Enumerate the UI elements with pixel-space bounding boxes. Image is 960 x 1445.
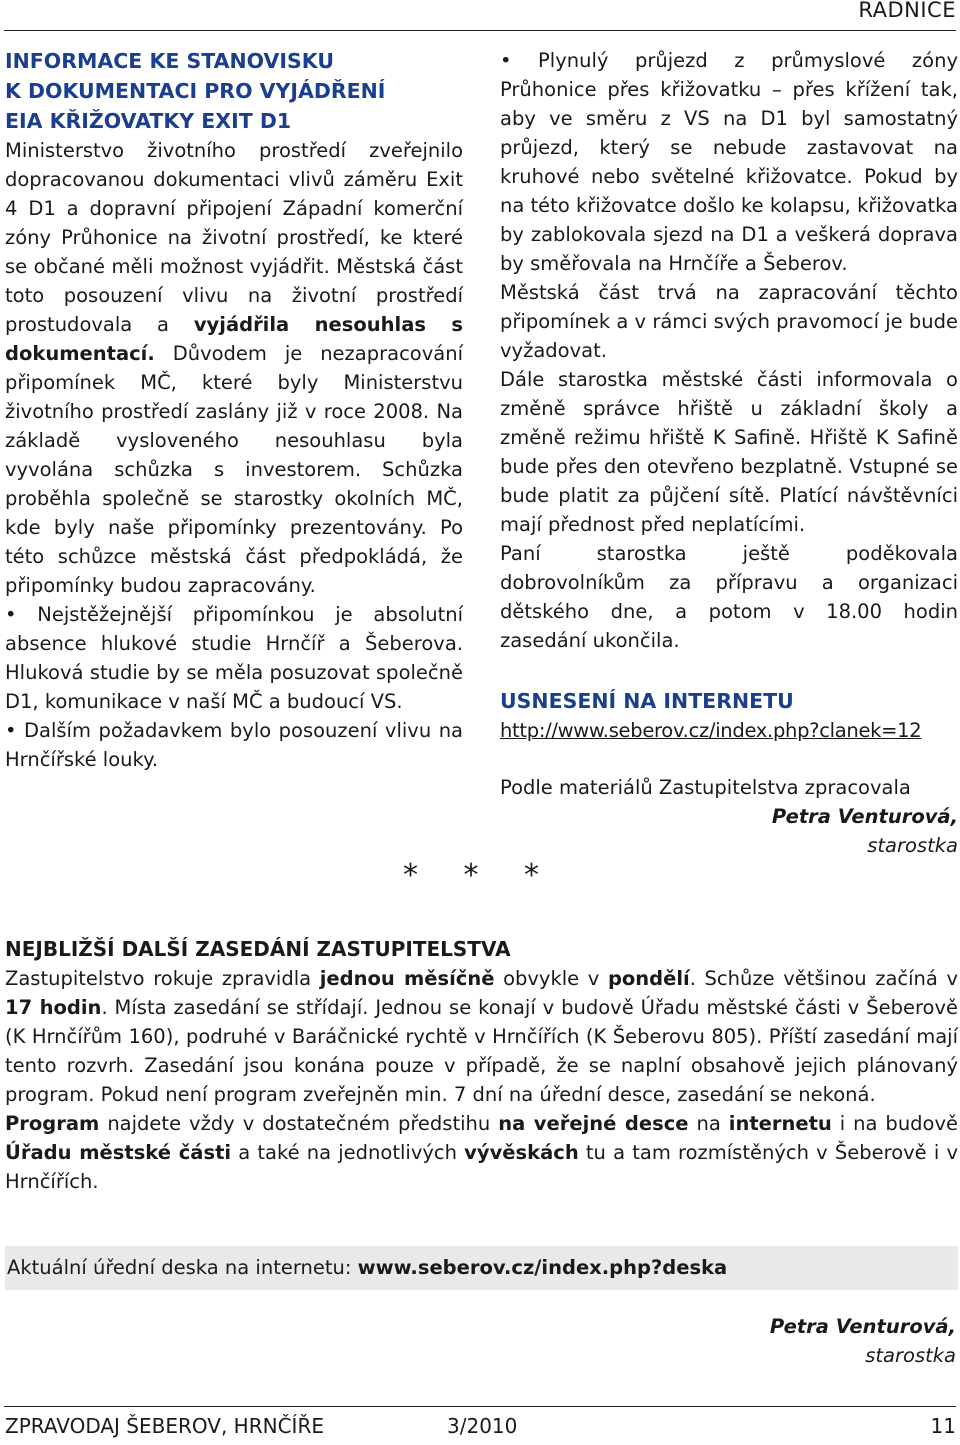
article-heading-line: EIA KŘIŽOVATKY EXIT D1 [5, 109, 292, 133]
signature-name: Petra Venturová, [769, 1315, 956, 1338]
signature-block [770, 1312, 956, 1370]
notice-label: Aktuální úřední deska na internetu: [7, 1256, 358, 1279]
footer-issue: 3/2010 [447, 1414, 518, 1438]
notice-box [5, 1246, 958, 1290]
meeting-paragraph: Zastupitelstvo rokuje zpravidla jednou měsíčně obvykle v pondělí. Schůze většinou začíná v 17 hodin. Místa zasedání se střídají. Jednou se konají v budově Úřadu městské části v Šeberově (K Hrnčířům 160), podruhé v Baráčnické rychtě v Hrnčířích (K Šeberovu 805). Příští zasedání mají tento rozvrh. Zasedání jsou konána pouze v případě, že se naplní obsahově jejich plánovaný program. Pokud není program zveřejněn min. 7 dní na úřední desce, zasedání se nekoná. [5, 967, 959, 1106]
footer-publication: ZPRAVODAJ ŠEBEROV, HRNČÍŘE [5, 1414, 324, 1438]
article-paragraph: Paní starostka ještě poděkovala dobrovolníkům za přípravu a organizaci dětského dne, a potom v 18.00 hodin zasedání ukončila. [500, 542, 958, 652]
bullet-item: • Plynulý průjezd z průmyslové zóny Průhonice přes křižovatku – přes křížení tak, aby ve směru z VS na D1 byl samostatný průjezd, který se nebude zastavovat na kruhové nebo světelné křižovatce. Pokud by na této křižovatce došlo ke kolapsu, křižovatka by zablokovala sjezd na D1 a veškerá doprava by směřovala na Hrnčíře a Šeberov. [500, 46, 958, 278]
article-paragraph: Ministerstvo životního prostředí zveřejnilo dopracovanou dokumentaci vlivů záměru Exit 4 D1 a dopravní připojení Západní komerční zóny Průhonice na životní prostředí, ke které se občané měli možnost vyjádřit. Městská část toto posouzení vlivu na životní prostředí prostudovala a vyjádřila nesouhlas s dokumentací. Důvodem je nezapracování připomínek MČ, které byly Ministerstvu životního prostředí zaslány již v roce 2008. Na základě vysloveného nesouhlasu byla vyvolána schůzka s investorem. Schůzka proběhla společně se starostky okolních MČ, kde byly naše připomínky prezentovány. Po této schůzce městská část předpokládá, že připomínky budou zapracovány. [5, 139, 463, 597]
right-column [500, 46, 958, 860]
bullet-item: • Dalším požadavkem bylo posouzení vlivu na Hrnčířské louky. [5, 716, 463, 774]
article-heading-line: INFORMACE KE STANOVISKU [5, 49, 334, 73]
top-rule [4, 30, 956, 31]
article-heading-line: K DOKUMENTACI PRO VYJÁDŘENÍ [5, 79, 386, 103]
usneseni-link[interactable]: http://www.seberov.cz/index.php?clanek=12 [500, 719, 922, 742]
signature-role: starostka [867, 834, 958, 857]
article-heading [5, 46, 463, 136]
bullet-item: • Nejstěžejnější připomínkou je absolutní absence hlukové studie Hrnčíř a Šeberova. Hluková studie by se měla posuzovat společně D1, komunikace v naší MČ a budoucí VS. [5, 600, 463, 716]
bottom-rule [4, 1406, 956, 1407]
meeting-paragraph: Program najdete vždy v dostatečném předstihu na veřejné desce na internetu i na budově Úřadu městské části a také na jednotlivých vývěskách tu a tam rozmístěných v Šeberově i v Hrnčířích. [5, 1112, 959, 1193]
meeting-section [5, 934, 958, 1196]
left-column [5, 46, 463, 774]
meeting-heading: NEJBLIŽŠÍ DALŠÍ ZASEDÁNÍ ZASTUPITELSTVA [5, 937, 511, 961]
signature-name: Petra Venturová, [771, 805, 958, 828]
section-separator: * * * [402, 858, 558, 893]
article-paragraph: Městská část trvá na zapracování těchto připomínek a v rámci svých pravomocí je bude vyžadovat. [500, 281, 958, 362]
notice-url[interactable]: www.seberov.cz/index.php?deska [357, 1256, 728, 1279]
footer-page-number: 11 [930, 1414, 956, 1438]
signature-role: starostka [865, 1344, 956, 1367]
usneseni-heading: USNESENÍ NA INTERNETU [500, 689, 794, 713]
source-credit: Podle materiálů Zastupitelstva zpracovala [500, 776, 911, 799]
article-paragraph: Dále starostka městské části informovala o změně správce hřiště u základní školy a změně režimu hřiště K Safině. Hřiště K Safině bude přes den otevřeno bezplatně. Vstupné se bude platit za půjčení sítě. Platící návštěvníci mají přednost před neplatícími. [500, 368, 958, 536]
section-tag: RADNICE [858, 0, 956, 22]
